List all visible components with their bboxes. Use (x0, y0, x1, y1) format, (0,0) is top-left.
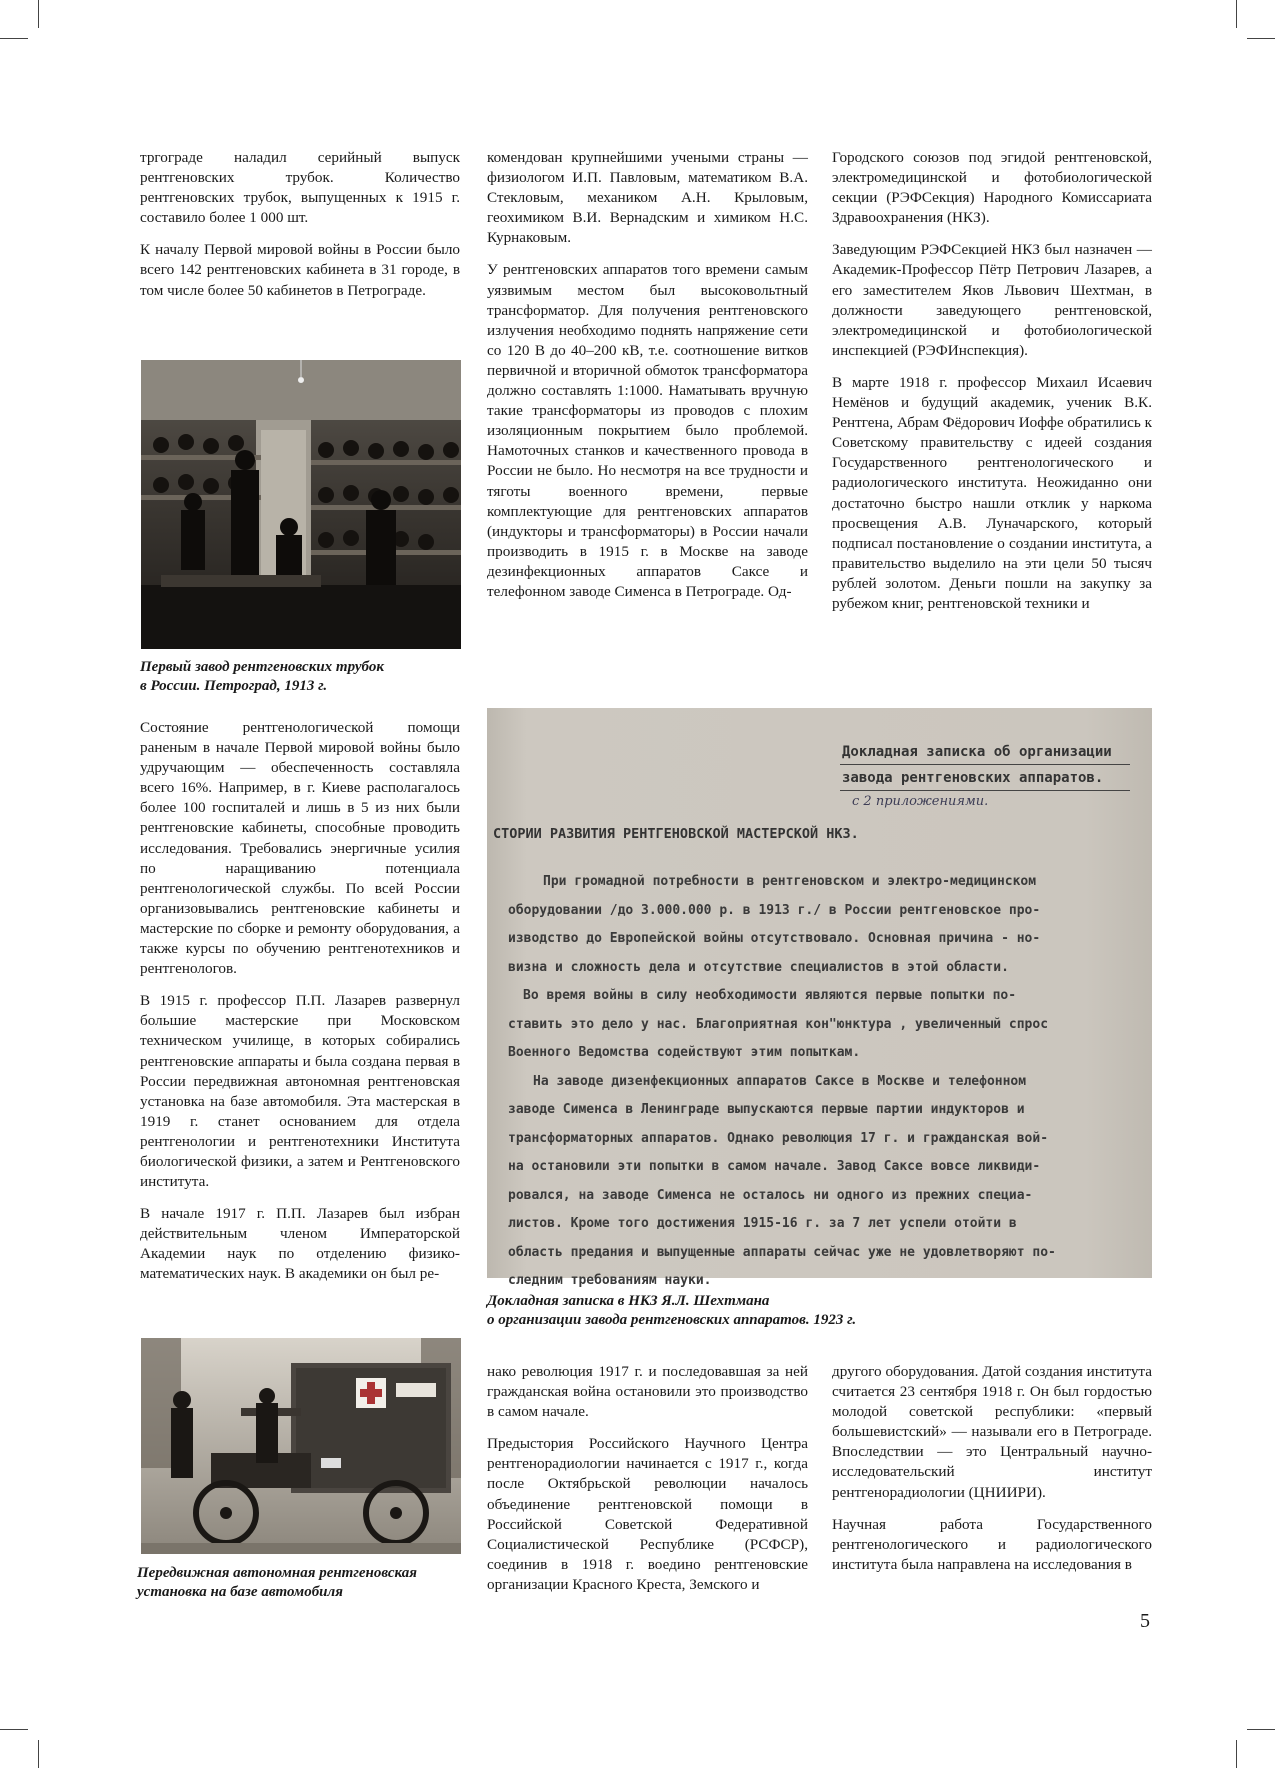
document-line: Военного Ведомства содействуют этим попыткам. (508, 1045, 861, 1060)
crop-mark (1247, 38, 1275, 39)
paragraph: Состояние рентгенологической помощи раненым в начале Первой мировой войны было удручающим — обеспеченность составляла всего 16%. Например, в г. Киеве располагалось более 100 госпиталей и лишь в 5 из них были рентгеновские кабинеты, способные проводить исследования. Требовались энергичные усилия по наращиванию потенциала рентгенологической службы. По всей России организовывались рентгеновские кабинеты и мастерские по сборке и ремонту оборудования, а также курсы по обучению рентгенотехников и рентгенологов. (140, 719, 460, 978)
crop-mark (1236, 0, 1237, 28)
column-3-bottom (832, 1362, 1152, 1587)
document-title: СТОРИИ РАЗВИТИЯ РЕНТГЕНОВСКОЙ МАСТЕРСКОЙ НКЗ. (493, 826, 859, 842)
column-1-top (140, 148, 460, 313)
document-heading: Докладная записка об организации (842, 744, 1112, 760)
document-line: ровался, на заводе Сименса не осталось ни одного из прежних специа- (508, 1187, 1033, 1203)
document-line: листов. Кроме того достижения 1915-16 г. за 7 лет успели отойти в (508, 1216, 1017, 1231)
column-2-top (487, 148, 808, 614)
paragraph: тргограде наладил серийный выпуск рентгеновских трубок. Количество рентгеновских трубок, выпущенных к 1915 г. составило более 1 000 шт. (140, 149, 460, 227)
document-line: следним требованиям науки. (508, 1273, 712, 1288)
crop-mark (1236, 1740, 1237, 1768)
document-line: область предания и выпущенные аппараты сейчас уже не удовлетворяют по- (508, 1244, 1056, 1260)
document-line: На заводе дизенфекционных аппаратов Саксе в Москве и телефонном (533, 1073, 1027, 1089)
xray-vehicle-photo (141, 1338, 461, 1554)
paragraph: Научная работа Государственного рентгенологического и радиологического института была направлена на исследования в (832, 1515, 1152, 1573)
crop-mark (0, 1729, 28, 1730)
document-line: Во время войны в силу необходимости являются первые попытки по- (523, 988, 1017, 1003)
caption-line: о организации завода рентгеновских аппаратов. 1923 г. (487, 1312, 857, 1328)
document-line: трансформаторных аппаратов. Однако революция 17 г. и гражданская вой- (508, 1130, 1049, 1146)
crop-mark (0, 38, 28, 39)
document-line: заводе Сименса в Ленинграде выпускаются первые партии индукторов и (508, 1102, 1025, 1117)
document-line: оборудовании /до 3.000.000 р. в 1913 г./ в России рентгеновское про- (508, 902, 1041, 918)
document-heading-underline (840, 790, 1130, 791)
crop-mark (38, 1740, 39, 1768)
document-line: При громадной потребности в рентгеновском и электро-медицинском (543, 874, 1037, 889)
document-heading: завода рентгеновских аппаратов. (842, 770, 1104, 786)
paragraph: Заведующим РЭФСекцией НКЗ был назначен — Академик-Профессор Пётр Петрович Лазарев, а его заместителем Яков Львович Шехтман, в должности заведующего рентгеновской, электромедицинской и фотобиологической инспекцией (РЭФИнспекция). (832, 241, 1152, 359)
crop-mark (1247, 1729, 1275, 1730)
document-body (493, 868, 1056, 1296)
column-2-bottom (487, 1362, 808, 1607)
caption-line: Докладная записка в НКЗ Я.Л. Шехтмана (487, 1293, 770, 1309)
page-number: 5 (1140, 1610, 1150, 1632)
caption-line: Первый завод рентгеновских трубок (140, 659, 384, 675)
crop-mark (38, 0, 39, 28)
factory-photo-caption (140, 658, 470, 696)
caption-line: установка на базе автомобиля (137, 1584, 343, 1600)
paragraph: Предыстория Российского Научного Центра рентгенорадиологии начинается с 1917 г., когда после Октябрьской революции началось объединение рентгеновской помощи в Российской Советской Федеративной Социалистической Республике (РСФСР), соединив в 1918 г. воедино рентгеновские организации Красного Креста, Земского и (487, 1435, 808, 1593)
document-line: изводство до Европейской войны отсутствовало. Основная причина - но- (508, 931, 1041, 946)
paragraph: К началу Первой мировой войны в России было всего 142 рентгеновских кабинета в 31 городе, в том числе более 50 кабинетов в Петрограде. (140, 241, 460, 299)
paragraph: нако революция 1917 г. и последовавшая за ней гражданская война остановили это производство в самом начале. (487, 1363, 808, 1421)
document-image-caption (487, 1292, 1147, 1330)
column-3-top (832, 148, 1152, 626)
paragraph: В марте 1918 г. профессор Михаил Исаевич Немёнов и будущий академик, ученик В.К. Рентгена, Абрам Фёдорович Иоффе обратились к Советскому правительству с идеей создания Государственного рентгенологического и радиологического института. Неожиданно они достаточно быстро нашли отклик у наркома просвещения А.В. Луначарского, который подписал постановление о создании института, а правительство выделило на эти цели 50 тысяч рублей золотом. Деньги пошли на закупку за рубежом книг, рентгеновской техники и (832, 373, 1152, 612)
paragraph: Городского союзов под эгидой рентгеновской, электромедицинской и фотобиологической секции (РЭФСекция) Народного Комиссариата Здравоохранения (НКЗ). (832, 149, 1152, 227)
handwritten-note: с 2 приложениями. (852, 794, 989, 809)
paragraph: другого оборудования. Датой создания института считается 23 сентября 1918 г. Он был гордостью молодой советской республики: «первый большевистский» — называли его в Петрограде. Впоследствии — это Центральный научно-исследовательский институт рентгенорадиологии (ЦНИИРИ). (832, 1363, 1152, 1501)
caption-line: Передвижная автономная рентгеновская (137, 1565, 417, 1581)
paragraph: комендован крупнейшими учеными страны — физиологом И.П. Павловым, математиком В.А. Стекловым, механиком А.Н. Крыловым, геохимиком В.И. Вернадским и химиком Н.С. Курнаковым. (487, 149, 808, 247)
column-1-middle (140, 718, 460, 1297)
document-line: на остановили эти попытки в самом начале. Завод Саксе вовсе ликвиди- (508, 1159, 1041, 1174)
typed-document-image (487, 708, 1152, 1288)
paragraph: В 1915 г. профессор П.П. Лазарев развернул большие мастерские при Московском техническом училище, в которых собирались рентгеновские аппараты и была создана первая в России передвижная автономная рентгеновская установка на базе автомобиля. Эта мастерская в 1919 г. станет основанием для отдела рентгенологии и рентгенотехники Института биологической физики, а затем и Рентгеновского института. (140, 992, 460, 1191)
paragraph: У рентгеновских аппаратов того времени самым уязвимым местом был высоковольтный трансформатор. Для получения рентгеновского излучения необходимо поднять напряжение сети со 120 В до 40–200 кВ, т.е. соотношение витков первичной и вторичной обмоток трансформатора должно составлять 1:1000. Наматывать вручную такие трансформаторы из проводов с плохим изоляционным покрытием было проблемой. Намоточных станков и качественного провода в России не было. Но несмотря на все трудности и тяготы военного времени, первые комплектующие для рентгеновских аппаратов (индукторы и трансформаторы) в России начали производить в 1915 г. в Москве на заводе дезинфекционных аппаратов Саксе и телефонном заводе Сименса в Петрограде. Од- (487, 261, 808, 600)
xray-vehicle-photo-caption (137, 1564, 472, 1602)
document-heading-underline (840, 764, 1130, 765)
factory-photo (141, 360, 461, 649)
paragraph: В начале 1917 г. П.П. Лазарев был избран действительным членом Императорской Академии наук по отделению физико-математических наук. В академики он был ре- (140, 1205, 460, 1283)
caption-line: в России. Петроград, 1913 г. (140, 678, 328, 694)
document-line: визна и сложность дела и отсутствие специалистов в этой области. (508, 959, 1009, 975)
document-line: ставить это дело у нас. Благоприятная кон"юнктура , увеличенный спрос (508, 1016, 1049, 1032)
